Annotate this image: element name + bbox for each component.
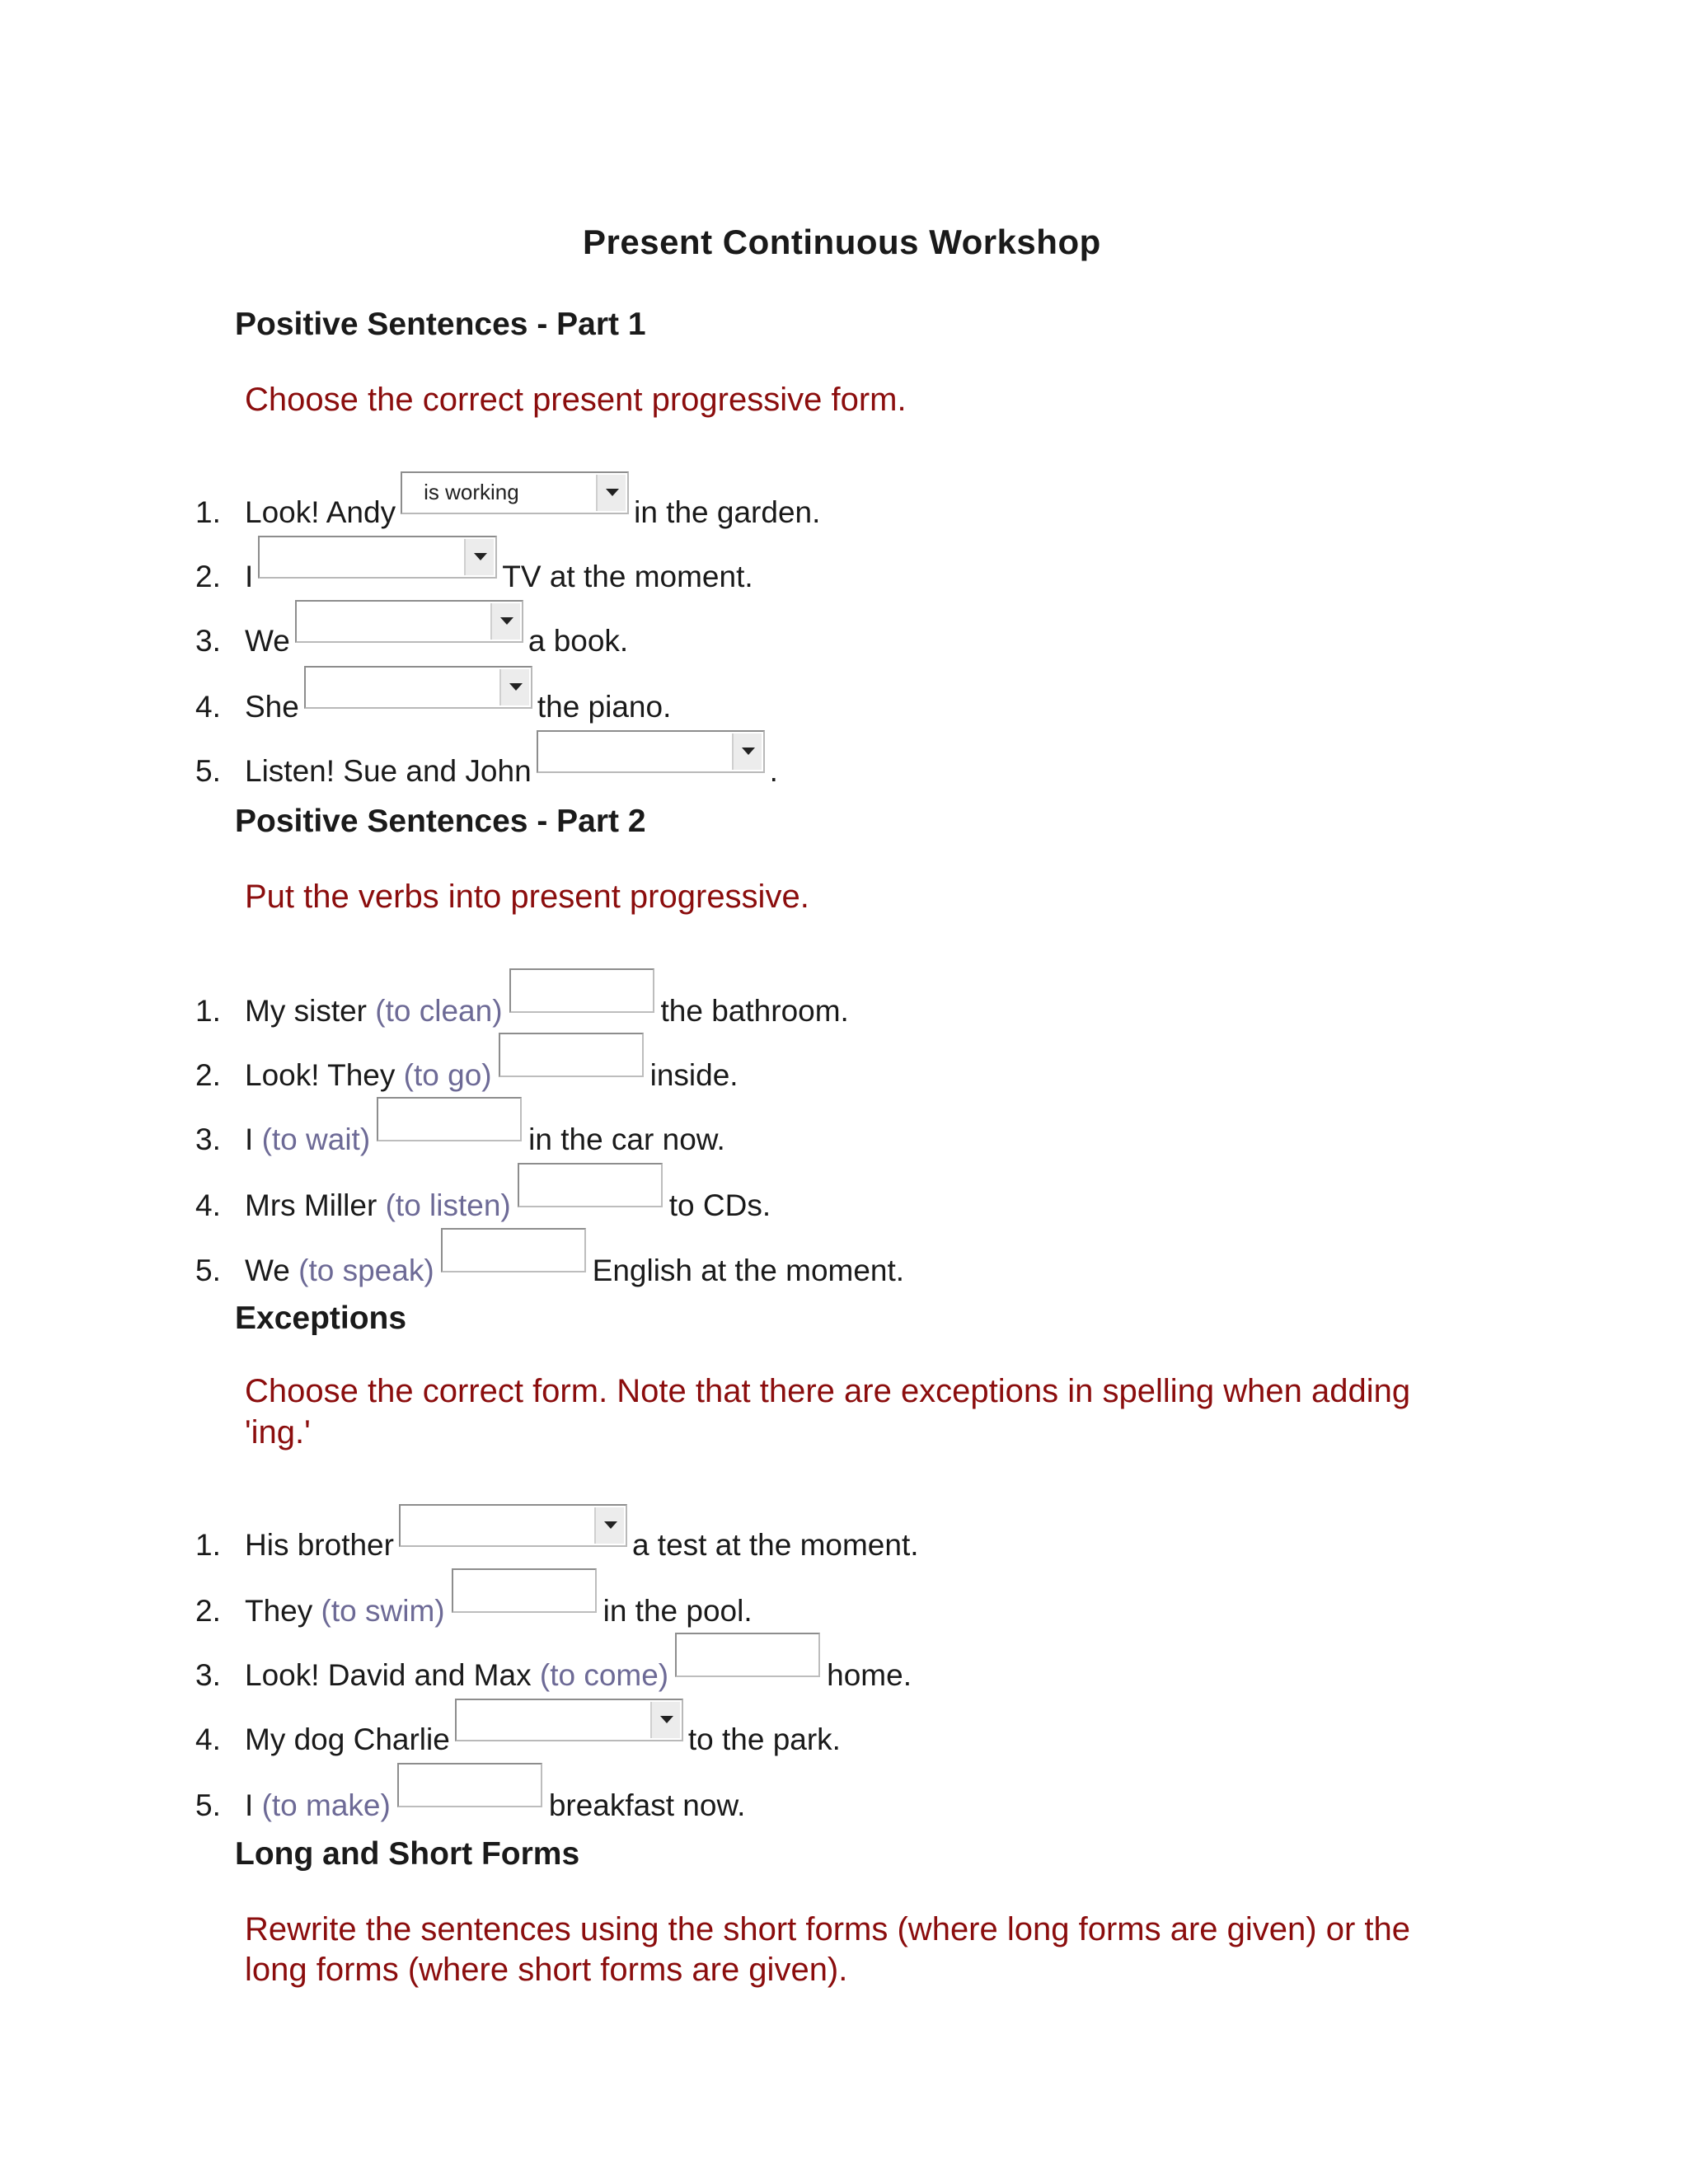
item-text-before: My dog Charlie	[245, 1722, 450, 1756]
list-item: 1. His brother a test at the moment.	[195, 1504, 919, 1560]
item-text-before: Look! Andy	[245, 495, 396, 529]
section-instruction-part1: Choose the correct present progressive form.	[245, 382, 907, 418]
item-text-after: a test at the moment.	[631, 1528, 919, 1562]
chevron-down-icon[interactable]	[499, 669, 529, 705]
item-text-before: She	[245, 690, 299, 724]
section-instruction-long-short-line1: Rewrite the sentences using the short forms (where long forms are given) or the	[245, 1911, 1410, 1947]
item-text-before: His brother	[245, 1528, 394, 1562]
section-instruction-exceptions-line2: 'ing.'	[245, 1414, 311, 1451]
section-heading-long-short: Long and Short Forms	[235, 1836, 580, 1872]
item-text-before: Look! David and Max	[245, 1658, 532, 1692]
item-text-before: Listen! Sue and John	[245, 754, 532, 788]
chevron-down-icon[interactable]	[732, 733, 762, 770]
item-text-after: in the pool.	[603, 1594, 753, 1628]
dropdown-value: is working	[424, 480, 519, 504]
item-text-after: in the garden.	[634, 495, 821, 529]
item-text-after: English at the moment.	[592, 1254, 905, 1287]
answer-textbox[interactable]	[518, 1163, 663, 1207]
item-text-after: the bathroom.	[660, 994, 849, 1028]
verb-hint: (to go)	[403, 1058, 492, 1092]
item-text-after: home.	[827, 1658, 912, 1692]
answer-dropdown[interactable]	[537, 730, 765, 773]
item-text-before: Look! They	[245, 1058, 396, 1092]
list-item: 3. Look! David and Max (to come) home.	[195, 1633, 912, 1690]
verb-hint: (to wait)	[261, 1122, 371, 1156]
section-instruction-long-short-line2: long forms (where short forms are given).	[245, 1952, 848, 1988]
list-item: 2. They (to swim) in the pool.	[195, 1568, 753, 1626]
item-text-after: the piano.	[537, 690, 672, 724]
answer-textbox[interactable]	[675, 1633, 820, 1677]
page-title: Present Continuous Workshop	[583, 223, 1101, 261]
answer-dropdown[interactable]	[304, 666, 532, 709]
list-item: 4. She the piano.	[195, 666, 671, 722]
verb-hint: (to speak)	[298, 1254, 434, 1287]
list-item: 3. We a book.	[195, 600, 628, 656]
answer-dropdown[interactable]	[295, 600, 523, 643]
item-text-after: .	[769, 754, 778, 788]
verb-hint: (to listen)	[385, 1188, 511, 1222]
list-item: 2. I TV at the moment.	[195, 536, 753, 592]
item-text-after: to the park.	[687, 1722, 841, 1756]
item-text-after: inside.	[649, 1058, 738, 1092]
section-heading-part1: Positive Sentences - Part 1	[235, 307, 646, 342]
chevron-down-icon[interactable]	[464, 539, 494, 575]
verb-hint: (to clean)	[375, 994, 503, 1028]
item-text-after: breakfast now.	[548, 1788, 746, 1822]
item-text-before: Mrs Miller	[245, 1188, 377, 1222]
list-item: 1. Look! Andy is working in the garden.	[195, 471, 820, 527]
item-text-before: I	[245, 1122, 254, 1156]
answer-dropdown[interactable]	[455, 1699, 683, 1741]
list-item: 4. My dog Charlie to the park.	[195, 1699, 841, 1755]
item-text-before: I	[245, 560, 254, 593]
chevron-down-icon[interactable]	[650, 1702, 680, 1738]
answer-textbox[interactable]	[452, 1568, 597, 1613]
item-text-before: We	[245, 1254, 290, 1287]
list-item: 5. We (to speak) English at the moment.	[195, 1228, 904, 1286]
chevron-down-icon[interactable]	[490, 603, 520, 640]
item-text-before: I	[245, 1788, 254, 1822]
item-text-before: They	[245, 1594, 313, 1628]
verb-hint: (to swim)	[321, 1594, 445, 1628]
section-instruction-exceptions-line1: Choose the correct form. Note that there are exceptions in spelling when adding	[245, 1373, 1411, 1409]
item-text-before: We	[245, 624, 290, 658]
verb-hint: (to come)	[539, 1658, 669, 1692]
list-item: 4. Mrs Miller (to listen) to CDs.	[195, 1163, 771, 1221]
list-item: 5. Listen! Sue and John .	[195, 730, 778, 786]
answer-dropdown[interactable]	[401, 471, 629, 514]
chevron-down-icon[interactable]	[596, 475, 626, 511]
section-heading-exceptions: Exceptions	[235, 1301, 407, 1336]
item-text-after: TV at the moment.	[502, 560, 753, 593]
answer-textbox[interactable]	[499, 1033, 644, 1077]
item-text-after: a book.	[528, 624, 629, 658]
list-item: 5. I (to make) breakfast now.	[195, 1763, 745, 1821]
answer-textbox[interactable]	[509, 968, 654, 1013]
answer-dropdown[interactable]	[258, 536, 497, 579]
item-text-after: in the car now.	[528, 1122, 725, 1156]
verb-hint: (to make)	[261, 1788, 391, 1822]
answer-textbox[interactable]	[397, 1763, 542, 1807]
chevron-down-icon[interactable]	[594, 1507, 624, 1544]
list-item: 3. I (to wait) in the car now.	[195, 1097, 725, 1155]
list-item: 1. My sister (to clean) the bathroom.	[195, 968, 849, 1026]
answer-textbox[interactable]	[377, 1097, 522, 1141]
section-heading-part2: Positive Sentences - Part 2	[235, 804, 646, 839]
item-text-before: My sister	[245, 994, 367, 1028]
answer-dropdown[interactable]	[399, 1504, 627, 1547]
answer-textbox[interactable]	[441, 1228, 586, 1272]
section-instruction-part2: Put the verbs into present progressive.	[245, 879, 809, 915]
item-text-after: to CDs.	[668, 1188, 771, 1222]
list-item: 2. Look! They (to go) inside.	[195, 1033, 738, 1090]
